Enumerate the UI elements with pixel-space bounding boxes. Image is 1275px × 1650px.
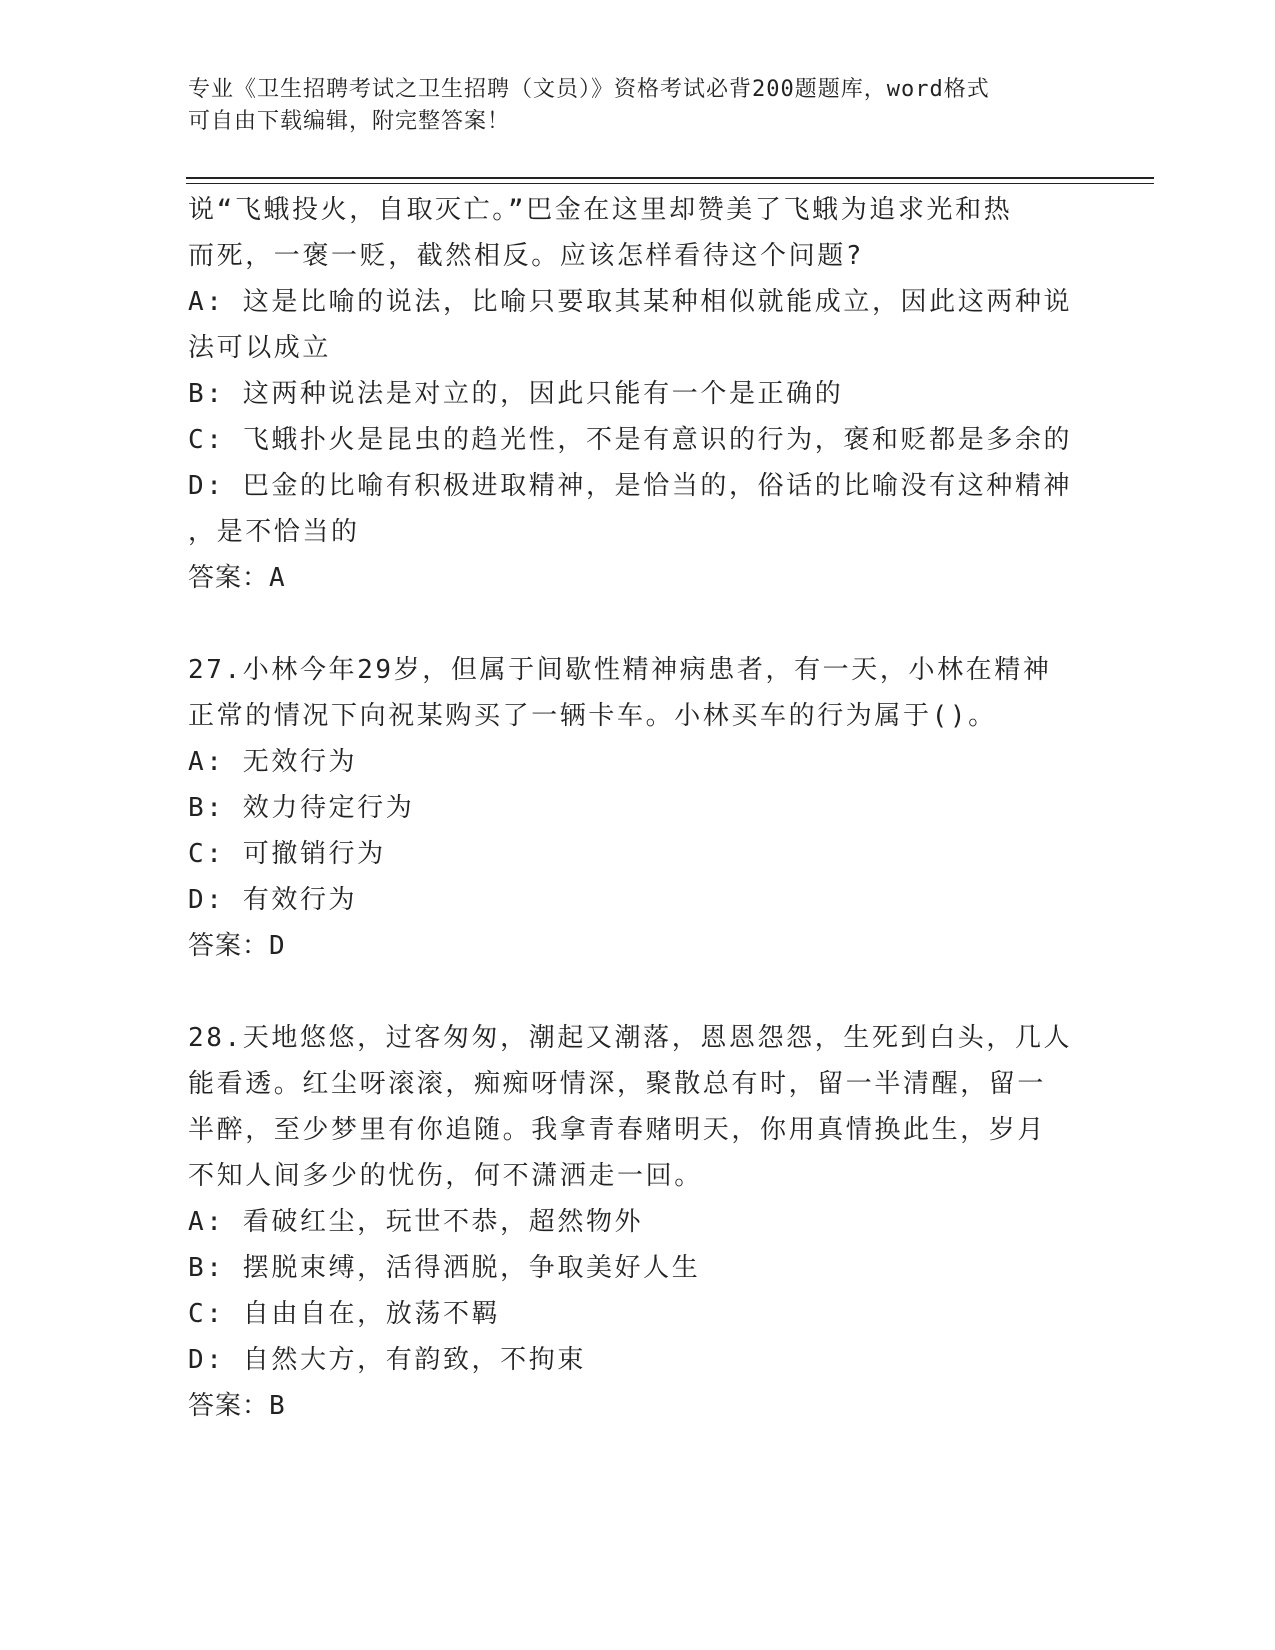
option-a: A: 看破红尘，玩世不恭，超然物外 — [188, 1207, 644, 1237]
question-stem-line: 28.天地悠悠，过客匆匆，潮起又潮落，恩恩怨怨，生死到白头，几人 — [188, 1023, 1073, 1053]
question-stem-line: 不知人间多少的忧伤，何不潇洒走一回。 — [188, 1161, 703, 1191]
option-d: D: 巴金的比喻有积极进取精神，是恰当的，俗话的比喻没有这种精神 — [188, 471, 1073, 501]
option-d: D: 有效行为 — [188, 885, 358, 915]
option-a: A: 这是比喻的说法，比喻只要取其某种相似就能成立，因此这两种说 — [188, 287, 1073, 317]
option-b: B: 效力待定行为 — [188, 793, 415, 823]
question-stem-line: 正常的情况下向祝某购买了一辆卡车。小林买车的行为属于()。 — [188, 701, 997, 731]
option-b: B: 这两种说法是对立的，因此只能有一个是正确的 — [188, 379, 844, 409]
question-stem-line: 27.小林今年29岁，但属于间歇性精神病患者，有一天，小林在精神 — [188, 655, 1052, 685]
question-block — [188, 187, 1088, 601]
answer-line: 答案：B — [188, 1391, 286, 1421]
option-a-continued: 法可以成立 — [188, 333, 332, 363]
question-stem-line: 而死，一褒一贬，截然相反。应该怎样看待这个问题? — [188, 241, 865, 271]
question-block — [188, 1015, 1088, 1429]
option-c: C: 自由自在，放荡不羁 — [188, 1299, 501, 1329]
option-d: D: 自然大方，有韵致，不拘束 — [188, 1345, 586, 1375]
question-list — [188, 187, 1088, 1429]
header-rule-thin — [186, 183, 1154, 184]
document-header — [188, 74, 1088, 138]
answer-line: 答案：D — [188, 931, 286, 961]
option-c: C: 可撤销行为 — [188, 839, 386, 869]
question-stem-line: 能看透。红尘呀滚滚，痴痴呀情深，聚散总有时，留一半清醒，留一 — [188, 1069, 1047, 1099]
header-rule-thick — [186, 177, 1154, 179]
option-a: A: 无效行为 — [188, 747, 358, 777]
answer-line: 答案：A — [188, 563, 286, 593]
question-stem-line: 说“飞蛾投火，自取灭亡。”巴金在这里却赞美了飞蛾为追求光和热 — [188, 195, 1013, 225]
question-stem-line: 半醉，至少梦里有你追随。我拿青春赌明天，你用真情换此生，岁月 — [188, 1115, 1047, 1145]
question-block — [188, 647, 1088, 969]
question-spacer — [188, 969, 1088, 1015]
question-spacer — [188, 601, 1088, 647]
option-c: C: 飞蛾扑火是昆虫的趋光性，不是有意识的行为，褒和贬都是多余的 — [188, 425, 1073, 455]
option-b: B: 摆脱束缚，活得洒脱，争取美好人生 — [188, 1253, 701, 1283]
header-line-2: 可自由下载编辑，附完整答案！ — [188, 109, 511, 134]
option-d-continued: ，是不恰当的 — [188, 517, 360, 547]
header-line-1: 专业《卫生招聘考试之卫生招聘（文员）》资格考试必背200题题库，word格式 — [188, 77, 990, 102]
